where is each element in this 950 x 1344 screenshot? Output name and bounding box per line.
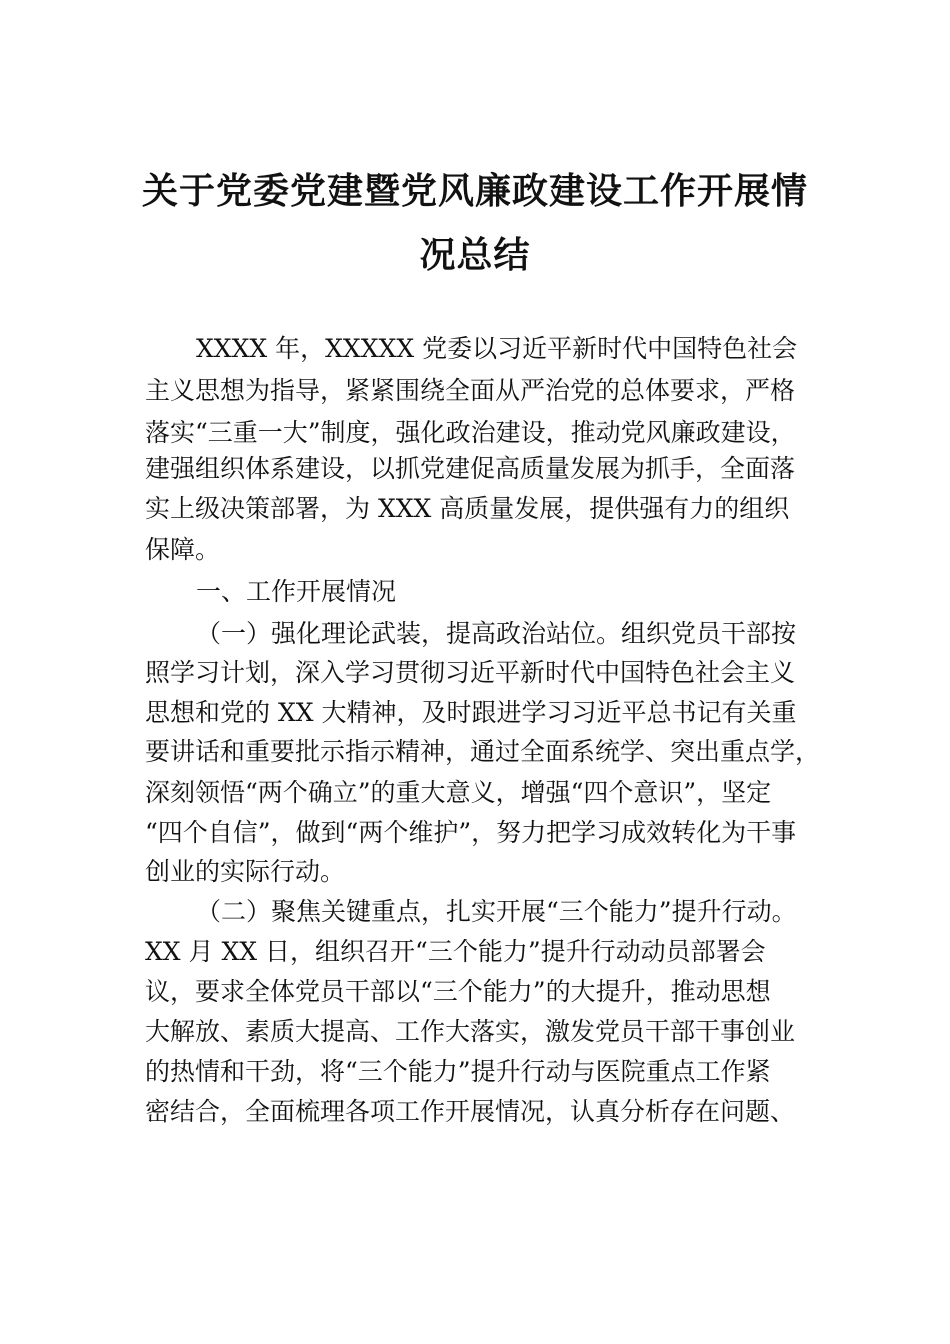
paragraph-line: 建强组织体系建设，以抓党建促高质量发展为抓手，全面落 (145, 454, 796, 483)
document-title-line-2: 况总结 (419, 234, 531, 276)
paragraph-line: 创业的实际行动。 (145, 857, 346, 886)
document-title-line-1: 关于党委党建暨党风廉政建设工作开展情 (141, 170, 808, 212)
paragraph-line: XX 月 XX 日，组织召开“三个能力”提升行动动员部署会 (145, 937, 766, 966)
paragraph-line: 大解放、素质大提高、工作大落实，激发党员干部干事创业 (145, 1017, 796, 1046)
paragraph-line: （一）强化理论武装，提高政治站位。组织党员干部按 (196, 619, 797, 648)
paragraph-line: XXXX 年，XXXXX 党委以习近平新时代中国特色社会 (196, 334, 798, 363)
paragraph-line: 保障。 (145, 535, 221, 564)
paragraph-line: “四个自信”，做到“两个维护”，努力把学习成效转化为干事 (145, 818, 797, 847)
paragraph-line: （二）聚焦关键重点，扎实开展“三个能力”提升行动。 (196, 897, 797, 926)
paragraph-line: 的热情和干劲，将“三个能力”提升行动与医院重点工作紧 (145, 1057, 771, 1086)
section-heading: 一、工作开展情况 (196, 577, 397, 606)
paragraph-line: 实上级决策部署，为 XXX 高质量发展，提供强有力的组织 (145, 494, 790, 523)
paragraph-line: 照学习计划，深入学习贯彻习近平新时代中国特色社会主义 (145, 658, 796, 687)
paragraph-line: 要讲话和重要批示指示精神，通过全面系统学、突出重点学， (145, 737, 821, 766)
paragraph-line: 主义思想为指导，紧紧围绕全面从严治党的总体要求，严格 (145, 376, 796, 405)
paragraph-line: 深刻领悟“两个确立”的重大意义，增强“四个意识”，坚定 (145, 778, 772, 807)
paragraph-line: 思想和党的 XX 大精神，及时跟进学习习近平总书记有关重 (145, 698, 797, 727)
paragraph-line: 密结合，全面梳理各项工作开展情况，认真分析存在问题、 (145, 1097, 796, 1126)
paragraph-line: 落实“三重一大”制度，强化政治建设，推动党风廉政建设， (145, 418, 796, 447)
paragraph-line: 议，要求全体党员干部以“三个能力”的大提升，推动思想 (145, 977, 771, 1006)
